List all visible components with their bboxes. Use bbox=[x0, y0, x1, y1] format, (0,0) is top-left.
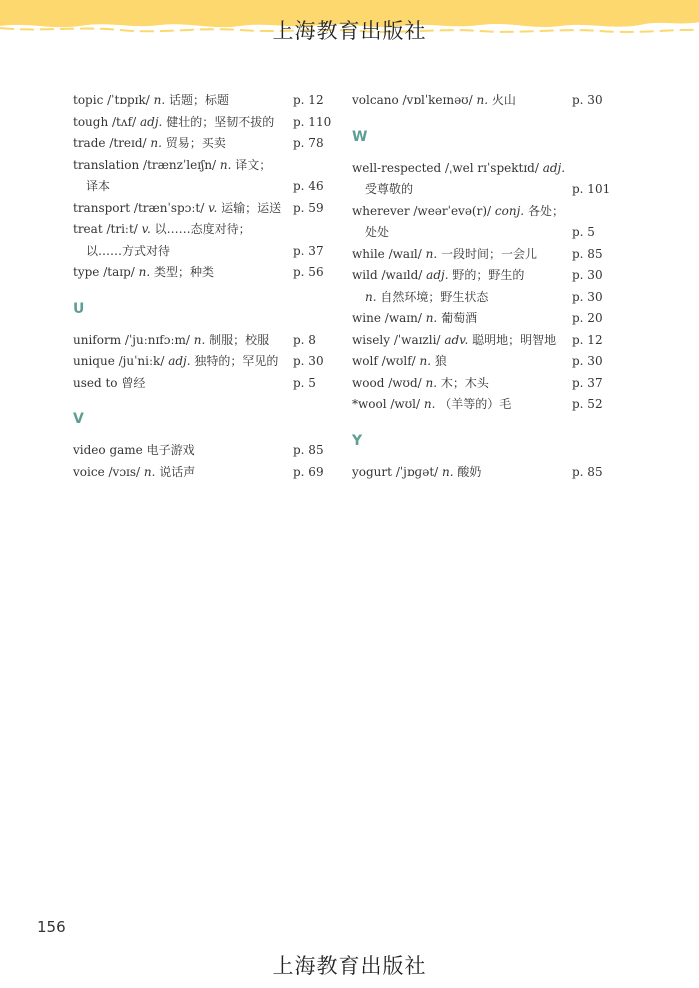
entry-text bbox=[73, 440, 195, 462]
entry-pronunciation: /treɪd/ bbox=[109, 136, 147, 150]
entry-page-ref: p. 37 bbox=[293, 243, 324, 258]
entry-definition: 独特的；罕见的 bbox=[194, 354, 279, 368]
glossary-entry bbox=[73, 90, 335, 112]
entry-text bbox=[365, 179, 413, 201]
entry-page-ref: p. 30 bbox=[293, 354, 324, 368]
glossary-entry bbox=[73, 155, 335, 177]
entry-part-of-speech: adj. bbox=[542, 160, 566, 175]
entry-pronunciation: /waɪn/ bbox=[384, 311, 422, 325]
page-number: 156 bbox=[37, 918, 66, 936]
entry-text bbox=[73, 373, 145, 395]
entry-text bbox=[365, 222, 389, 244]
entry-part-of-speech: adj. bbox=[426, 268, 449, 282]
entry-pronunciation: /ˈjɒɡət/ bbox=[395, 464, 439, 479]
entry-text bbox=[73, 262, 214, 284]
entry-part-of-speech: v. bbox=[141, 222, 151, 236]
glossary-entry bbox=[73, 373, 335, 395]
entry-page-ref: p. 5 bbox=[572, 225, 595, 239]
entry-text bbox=[73, 133, 226, 155]
glossary-entry-continuation bbox=[352, 287, 614, 309]
entry-pronunciation: /wʊl/ bbox=[390, 397, 421, 411]
entry-page-ref: p. 12 bbox=[572, 332, 603, 347]
entry-word: volcano bbox=[352, 93, 399, 107]
entry-word: wild bbox=[352, 268, 378, 282]
glossary-entry bbox=[73, 198, 335, 220]
glossary-entry bbox=[73, 133, 335, 155]
entry-word: translation bbox=[73, 157, 140, 172]
glossary-entry bbox=[352, 394, 614, 416]
entry-definition: 各处； bbox=[527, 203, 564, 218]
entry-text bbox=[352, 462, 481, 484]
entry-page-ref: p. 59 bbox=[293, 200, 324, 215]
entry-pronunciation: /taɪp/ bbox=[103, 265, 135, 279]
entry-word: *wool bbox=[352, 397, 387, 411]
entry-part-of-speech: n. bbox=[365, 289, 377, 304]
glossary-entry bbox=[352, 351, 614, 373]
entry-pronunciation: /vɒlˈkeɪnəʊ/ bbox=[402, 93, 473, 107]
glossary-entry bbox=[352, 90, 614, 112]
entry-text bbox=[352, 351, 447, 373]
entry-page-ref: p. 46 bbox=[293, 179, 324, 193]
entry-page-ref: p. 30 bbox=[572, 289, 603, 304]
glossary-entry bbox=[352, 158, 614, 180]
entry-part-of-speech: v. bbox=[208, 200, 218, 215]
entry-definition: 火山 bbox=[491, 93, 516, 107]
entry-definition: 以……方式对待 bbox=[86, 243, 171, 258]
entry-definition: 电子游戏 bbox=[146, 443, 195, 457]
entry-text bbox=[352, 244, 537, 266]
entry-text bbox=[365, 287, 488, 309]
entry-part-of-speech: n. bbox=[425, 311, 438, 325]
glossary-column-left bbox=[73, 90, 335, 483]
entry-text bbox=[352, 158, 565, 180]
entry-word: yogurt bbox=[352, 464, 392, 479]
entry-page-ref: p. 37 bbox=[572, 375, 603, 390]
entry-pronunciation: /vɔɪs/ bbox=[108, 464, 141, 479]
entry-definition: 受尊敬的 bbox=[365, 182, 414, 196]
entry-text bbox=[73, 155, 271, 177]
entry-definition: 曾经 bbox=[121, 375, 146, 390]
entry-part-of-speech: n. bbox=[193, 332, 206, 347]
entry-page-ref: p. 78 bbox=[293, 136, 324, 150]
entry-definition: 运输；运送 bbox=[221, 200, 282, 215]
entry-text bbox=[352, 265, 524, 287]
entry-part-of-speech: n. bbox=[442, 464, 454, 479]
glossary-entry bbox=[352, 201, 614, 223]
entry-part-of-speech: n. bbox=[425, 375, 438, 390]
entry-page-ref: p. 30 bbox=[572, 93, 603, 107]
entry-pronunciation: /wʊd/ bbox=[388, 375, 422, 390]
publisher-watermark-top: 上海教育出版社 bbox=[272, 19, 427, 43]
entry-text bbox=[73, 112, 274, 134]
entry-part-of-speech: n. bbox=[143, 464, 156, 479]
entry-page-ref: p. 56 bbox=[293, 265, 324, 279]
entry-word: trade bbox=[73, 136, 106, 150]
entry-word: wisely bbox=[352, 332, 390, 347]
section-letter: U bbox=[73, 300, 85, 317]
glossary-entry bbox=[352, 244, 614, 266]
entry-word: wood bbox=[352, 375, 385, 390]
entry-page-ref: p. 52 bbox=[572, 397, 603, 411]
glossary-entry bbox=[73, 462, 335, 484]
entry-pronunciation: /ˈwaɪzli/ bbox=[393, 332, 441, 347]
glossary-entry bbox=[73, 219, 335, 241]
entry-page-ref: p. 69 bbox=[293, 464, 324, 479]
entry-pronunciation: /tʌf/ bbox=[112, 114, 137, 129]
entry-pronunciation: /ˈtɒpɪk/ bbox=[107, 93, 150, 107]
entry-definition: 译本 bbox=[86, 179, 111, 193]
entry-page-ref: p. 85 bbox=[572, 246, 603, 261]
entry-definition: 处处 bbox=[365, 225, 390, 239]
entry-part-of-speech: conj. bbox=[494, 203, 525, 218]
glossary-entry-continuation bbox=[73, 241, 335, 263]
entry-part-of-speech: n. bbox=[419, 354, 432, 368]
entry-definition: （羊等的）毛 bbox=[439, 397, 512, 411]
entry-word: unique bbox=[73, 354, 115, 368]
entry-text bbox=[73, 219, 251, 241]
entry-part-of-speech: n. bbox=[423, 397, 436, 411]
glossary-entry bbox=[352, 308, 614, 330]
entry-part-of-speech: n. bbox=[138, 265, 151, 279]
glossary-entry bbox=[73, 330, 335, 352]
entry-text bbox=[352, 394, 511, 416]
entry-definition: 葡萄酒 bbox=[441, 311, 478, 325]
entry-page-ref: p. 85 bbox=[293, 443, 324, 457]
entry-pronunciation: /triːt/ bbox=[106, 222, 138, 236]
entry-page-ref: p. 5 bbox=[293, 375, 316, 390]
entry-part-of-speech: n. bbox=[153, 93, 166, 107]
entry-definition: 类型；种类 bbox=[154, 265, 215, 279]
glossary-entry bbox=[352, 265, 614, 287]
entry-pronunciation: /waɪld/ bbox=[381, 268, 423, 282]
glossary-entry bbox=[352, 373, 614, 395]
entry-definition: 健壮的；坚韧不拔的 bbox=[166, 114, 275, 129]
entry-word: treat bbox=[73, 222, 103, 236]
entry-word: transport bbox=[73, 200, 131, 215]
entry-definition: 一段时间；一会儿 bbox=[441, 246, 538, 261]
entry-pronunciation: /ˈjuːnɪfɔːm/ bbox=[124, 332, 190, 347]
entry-pronunciation: /trænzˈleɪʃn/ bbox=[143, 157, 217, 172]
entry-text bbox=[352, 373, 489, 395]
entry-definition: 译文； bbox=[235, 157, 272, 172]
entry-text bbox=[352, 201, 564, 223]
entry-page-ref: p. 110 bbox=[293, 114, 332, 129]
entry-word: well-respected bbox=[352, 160, 442, 175]
entry-definition: 野的；野生的 bbox=[452, 268, 525, 282]
entry-pronunciation: /wʊlf/ bbox=[381, 354, 416, 368]
entry-page-ref: p. 8 bbox=[293, 332, 316, 347]
entry-definition: 话题；标题 bbox=[169, 93, 230, 107]
entry-text bbox=[86, 241, 170, 263]
entry-part-of-speech: adv. bbox=[444, 332, 469, 347]
entry-part-of-speech: n. bbox=[219, 157, 232, 172]
section-letter: V bbox=[73, 411, 84, 427]
entry-page-ref: p. 101 bbox=[572, 182, 611, 196]
entry-word: wine bbox=[352, 311, 381, 325]
entry-pronunciation: /weərˈevə(r)/ bbox=[413, 203, 492, 218]
entry-definition: 以……态度对待； bbox=[154, 222, 251, 236]
glossary-column-right bbox=[352, 90, 614, 483]
entry-word: used to bbox=[73, 375, 118, 390]
glossary-entry-continuation bbox=[352, 179, 614, 201]
entry-definition: 制服；校服 bbox=[209, 332, 270, 347]
entry-definition: 木；木头 bbox=[440, 375, 489, 390]
glossary-entry bbox=[352, 330, 614, 352]
glossary-entry bbox=[73, 351, 335, 373]
entry-definition: 贸易；买卖 bbox=[165, 136, 226, 150]
entry-text bbox=[73, 90, 229, 112]
glossary-entry bbox=[73, 440, 335, 462]
entry-page-ref: p. 85 bbox=[572, 464, 603, 479]
entry-part-of-speech: n. bbox=[425, 246, 438, 261]
glossary-entry bbox=[73, 262, 335, 284]
section-letter: Y bbox=[352, 432, 363, 449]
entry-pronunciation: /juˈniːk/ bbox=[118, 354, 165, 368]
entry-text bbox=[86, 176, 110, 198]
entry-page-ref: p. 30 bbox=[572, 354, 603, 368]
entry-word: type bbox=[73, 265, 100, 279]
entry-definition: 狼 bbox=[434, 354, 447, 368]
entry-word: wherever bbox=[352, 203, 410, 218]
entry-pronunciation: /waɪl/ bbox=[388, 246, 422, 261]
entry-word: video game bbox=[73, 443, 143, 457]
entry-text bbox=[73, 330, 269, 352]
entry-text bbox=[73, 198, 281, 220]
entry-definition: 说话声 bbox=[159, 464, 196, 479]
glossary-entry-continuation bbox=[352, 222, 614, 244]
entry-part-of-speech: n. bbox=[476, 93, 489, 107]
entry-word: topic bbox=[73, 93, 104, 107]
entry-text bbox=[73, 351, 278, 373]
glossary-entry bbox=[73, 112, 335, 134]
entry-text bbox=[352, 330, 556, 352]
entry-page-ref: p. 20 bbox=[572, 311, 603, 325]
entry-word: tough bbox=[73, 114, 109, 129]
entry-part-of-speech: adj. bbox=[139, 114, 163, 129]
entry-text bbox=[73, 462, 195, 484]
entry-word: while bbox=[352, 246, 385, 261]
entry-word: wolf bbox=[352, 354, 378, 368]
entry-definition: 聪明地；明智地 bbox=[472, 332, 557, 347]
entry-word: uniform bbox=[73, 332, 122, 347]
entry-page-ref: p. 12 bbox=[293, 93, 324, 107]
glossary-entry-continuation bbox=[73, 176, 335, 198]
entry-word: voice bbox=[73, 464, 105, 479]
entry-definition: 自然环境；野生状态 bbox=[380, 289, 489, 304]
glossary-entry bbox=[352, 462, 614, 484]
entry-pronunciation: /ˌwel rɪˈspektɪd/ bbox=[445, 160, 539, 175]
entry-part-of-speech: n. bbox=[150, 136, 162, 150]
entry-definition: 酸奶 bbox=[457, 464, 482, 479]
publisher-watermark-bottom: 上海教育出版社 bbox=[272, 954, 427, 978]
entry-part-of-speech: adj. bbox=[168, 354, 191, 368]
section-letter: W bbox=[352, 128, 368, 145]
entry-pronunciation: /trænˈspɔːt/ bbox=[133, 200, 205, 215]
entry-text bbox=[352, 308, 477, 330]
entry-page-ref: p. 30 bbox=[572, 268, 603, 282]
entry-text bbox=[352, 90, 516, 112]
